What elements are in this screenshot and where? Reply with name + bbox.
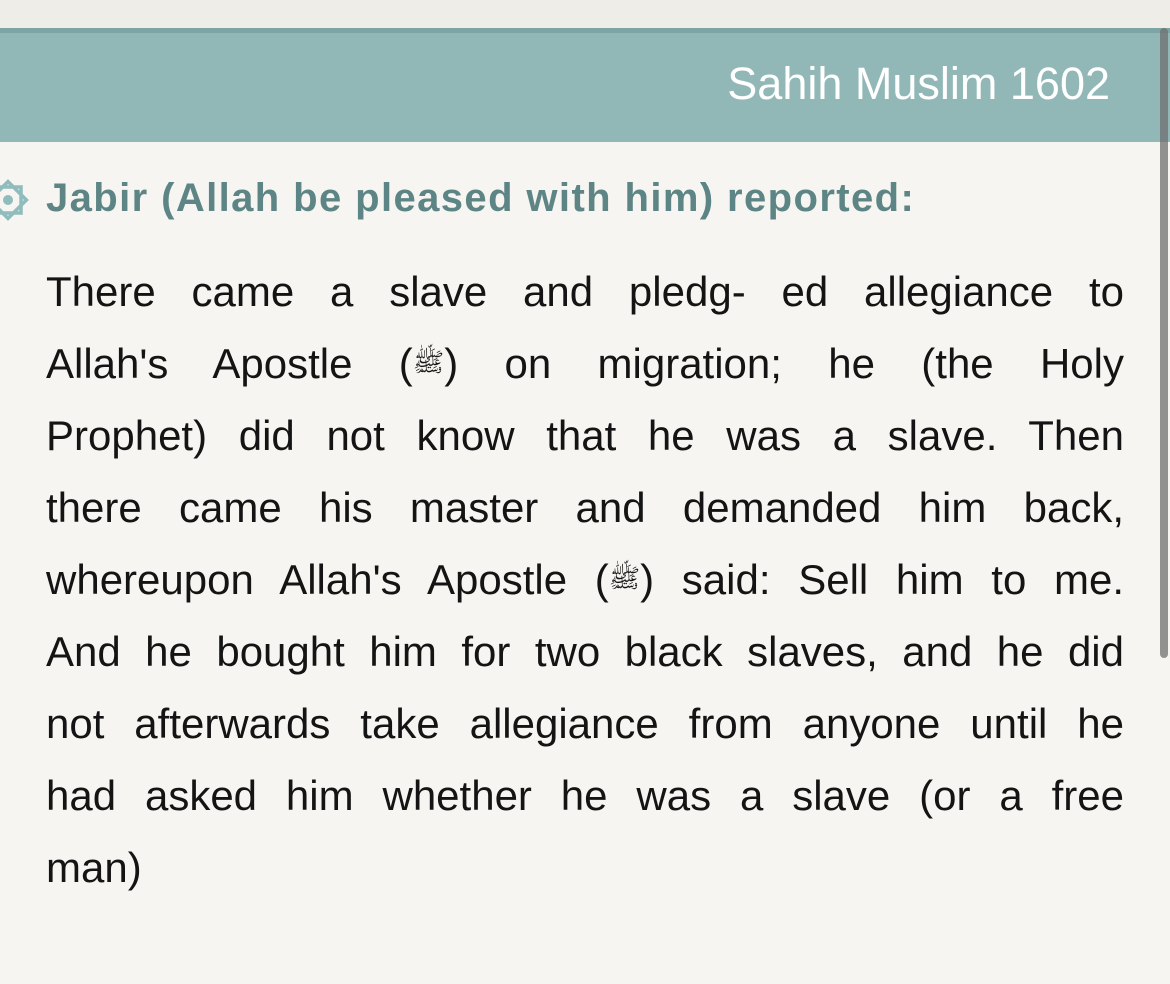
hadith-text xyxy=(46,256,1124,904)
text-line xyxy=(46,256,1124,328)
text-segment: man) xyxy=(46,844,142,891)
honorific-glyph: ﷺ xyxy=(608,563,641,594)
text-line xyxy=(46,688,1124,760)
text-line xyxy=(46,616,1124,688)
text-line xyxy=(46,328,1124,400)
narrator-row xyxy=(0,172,1130,224)
honorific-glyph: ﷺ xyxy=(412,347,445,378)
text-segment: And he bought him for two black slaves, and he did xyxy=(46,628,1124,675)
ornament-icon xyxy=(0,178,30,222)
page-title: Sahih Muslim 1602 xyxy=(727,58,1110,109)
text-segment: ) said: Sell him to me. xyxy=(640,556,1124,603)
text-segment: there came his master and demanded him back, xyxy=(46,484,1124,531)
text-segment: ) on migration; he (the Holy xyxy=(444,340,1124,387)
text-line xyxy=(46,832,1124,904)
scrollbar-thumb[interactable] xyxy=(1160,28,1168,658)
text-line xyxy=(46,544,1124,616)
header-bar xyxy=(0,28,1170,142)
text-line xyxy=(46,400,1124,472)
narrator-text: Jabir (Allah be pleased with him) reported: xyxy=(46,176,916,220)
text-line xyxy=(46,472,1124,544)
text-line xyxy=(46,760,1124,832)
text-segment: Prophet) did not know that he was a slave. Then xyxy=(46,412,1124,459)
text-segment: There came a slave and pledg- ed allegiance to xyxy=(46,268,1124,315)
text-segment: not afterwards take allegiance from anyone until he xyxy=(46,700,1124,747)
status-strip xyxy=(0,0,1170,28)
text-segment: Allah's Apostle ( xyxy=(46,340,413,387)
text-segment: whereupon Allah's Apostle ( xyxy=(46,556,609,603)
text-segment: had asked him whether he was a slave (or a free xyxy=(46,772,1124,819)
